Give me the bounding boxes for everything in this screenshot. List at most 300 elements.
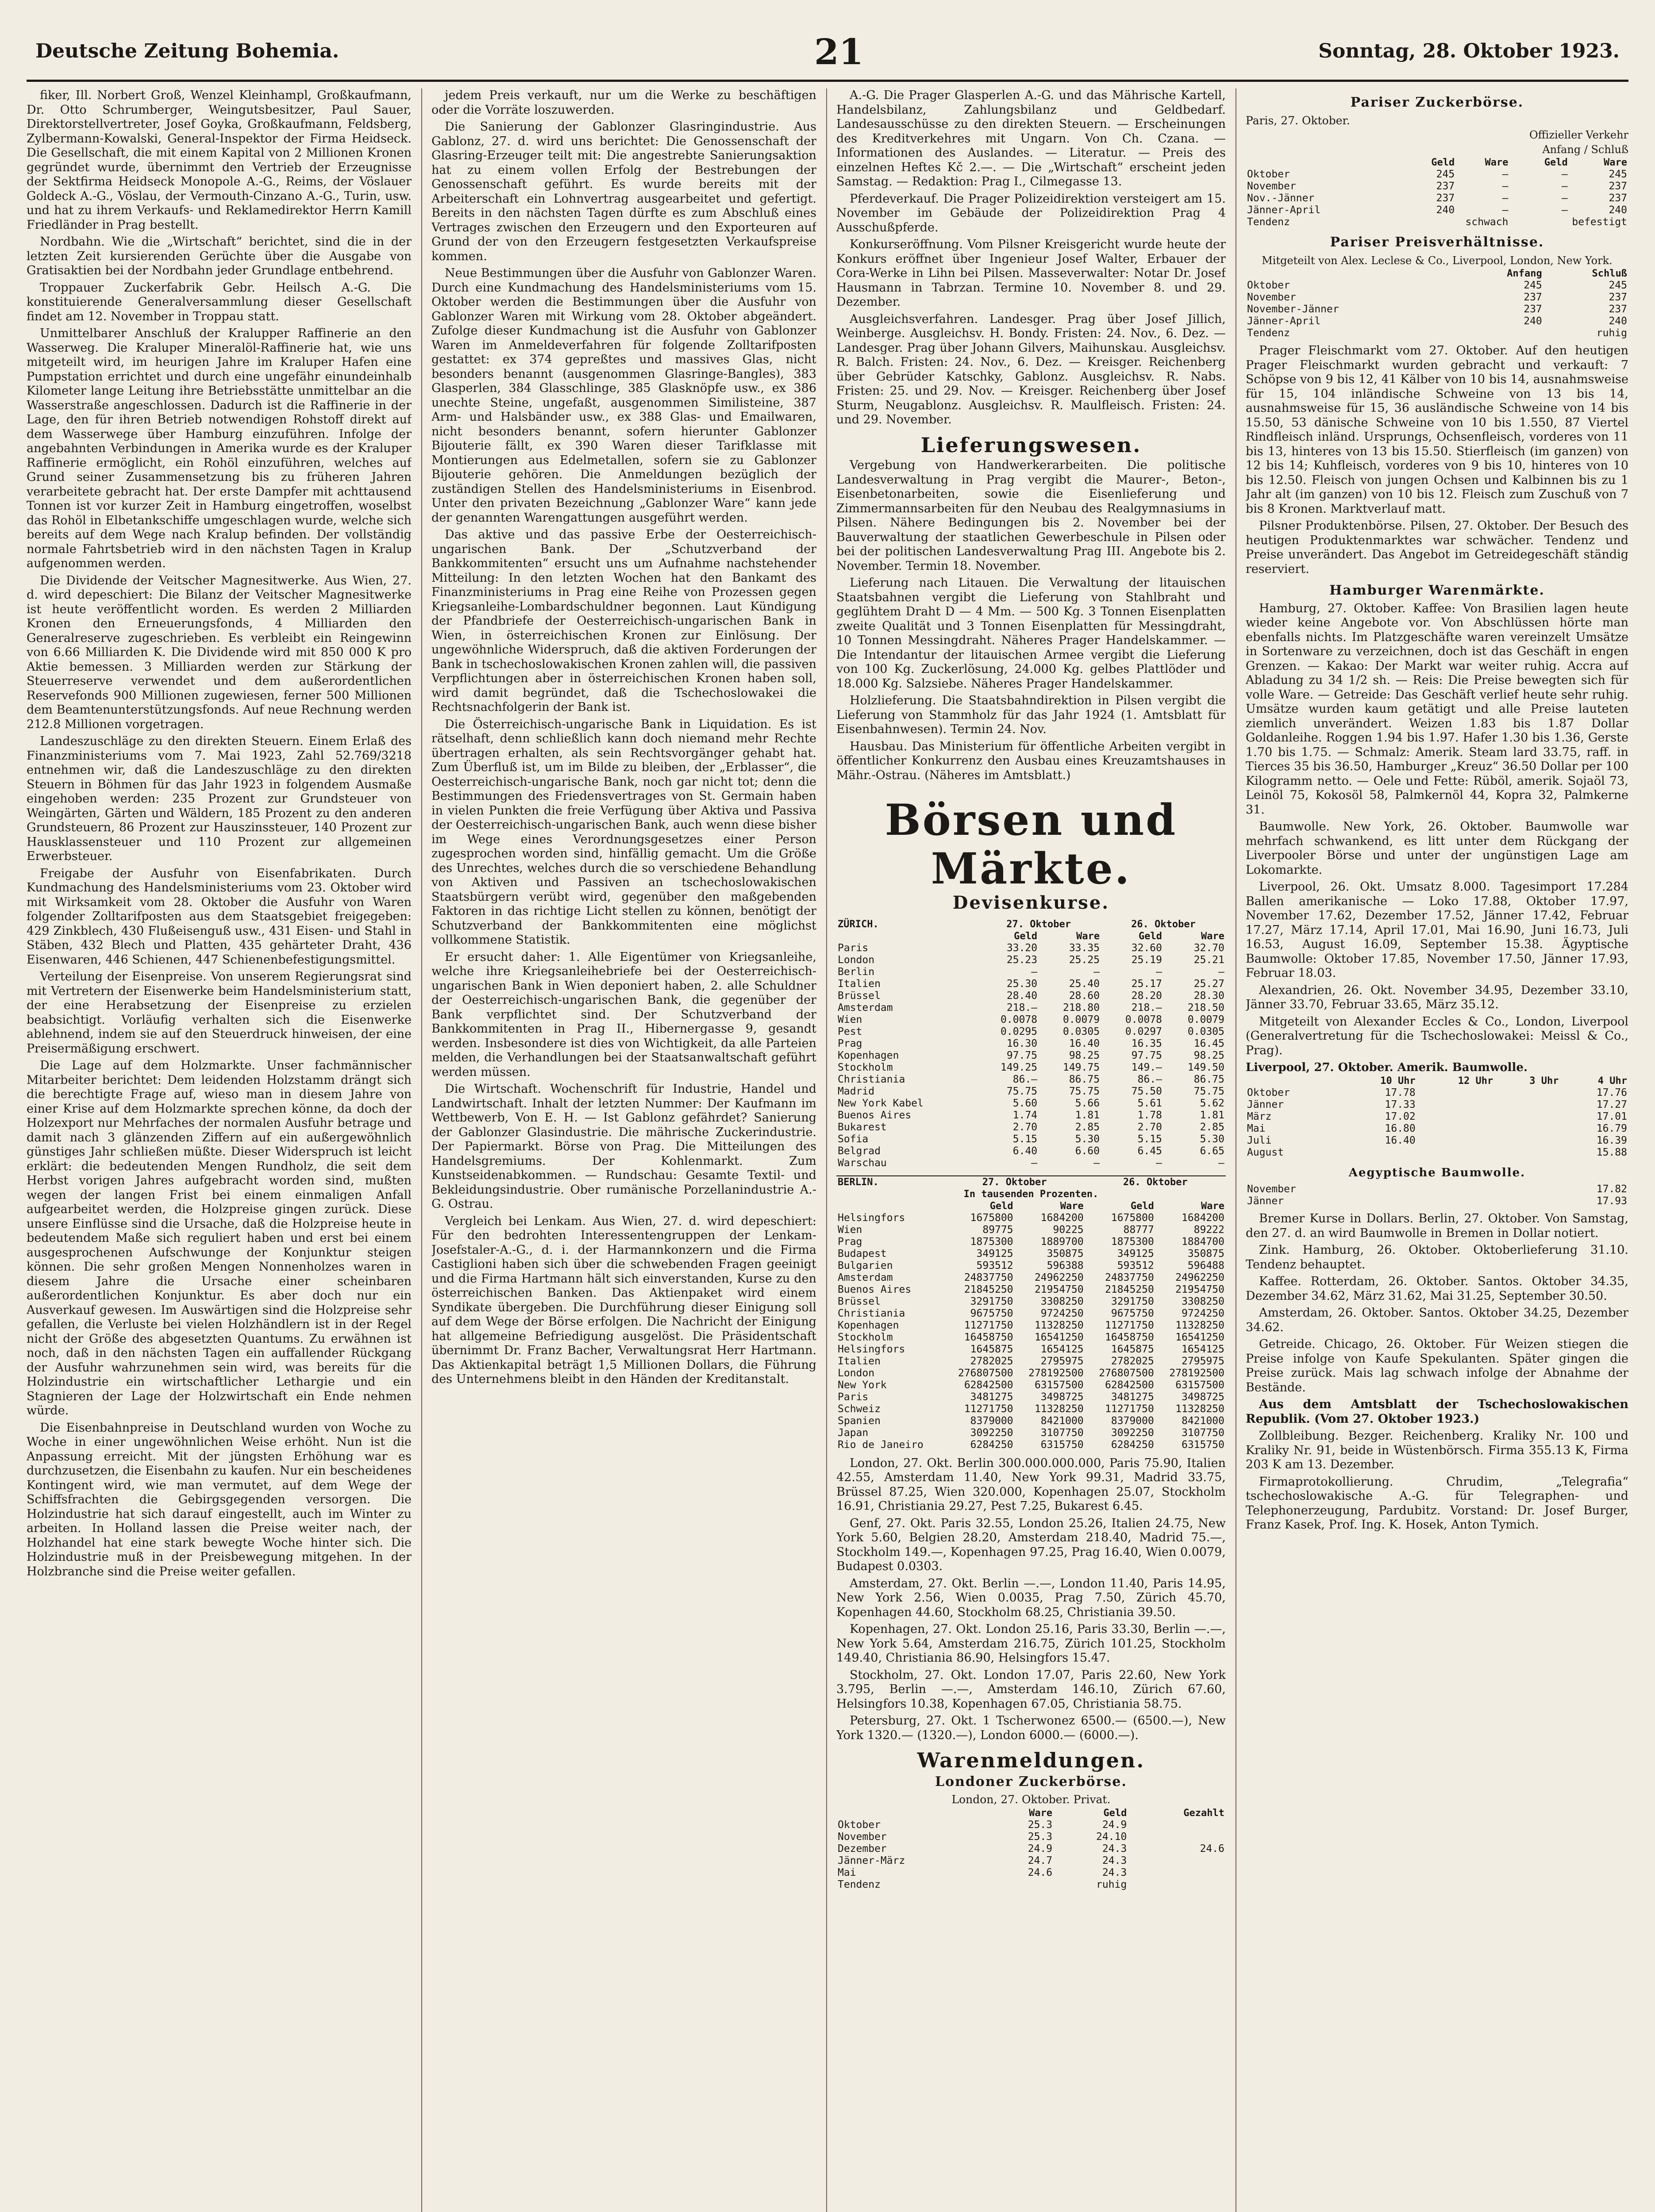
liverpool-body <box>1246 1087 1628 1159</box>
table-cell: 240 <box>1609 204 1627 216</box>
london-zucker-body <box>836 1819 1226 1879</box>
table-row <box>836 1002 1226 1014</box>
article-paragraph: Hausbau. Das Ministerium für öffentliche Arbeiten vergibt in öffentlicher Konkurrenz den Ausbau eines Kreuzamtshauses in Mähr.-Ostrau. (Näheres im Amtsblatt.) <box>836 739 1226 782</box>
table-cell: 237 <box>1524 292 1542 303</box>
table-cell: 593512 <box>1117 1260 1154 1271</box>
table-cell: 5.61 <box>1137 1097 1162 1109</box>
table-row <box>836 1308 1226 1320</box>
pariser-header: Offizieller Verkehr <box>1529 129 1628 141</box>
table-cell: 8379000 <box>1111 1415 1154 1427</box>
pariser-table <box>1246 157 1628 228</box>
row-label: März <box>1247 1110 1272 1122</box>
column-header: 10 Uhr <box>1380 1075 1416 1087</box>
article-paragraph: Troppauer Zuckerfabrik Gebr. Heilsch A.-G. Die konstituierende Generalversammlung dieser Gesellschaft findet am 12. November in Troppau statt. <box>27 280 412 323</box>
table-cell: — <box>1502 192 1509 204</box>
row-label: Rio de Janeiro <box>838 1439 924 1451</box>
table-cell: 1675800 <box>970 1212 1013 1224</box>
table-row <box>836 1843 1226 1855</box>
row-label: Wien <box>838 1224 862 1236</box>
table-cell: 218.80 <box>1062 1002 1100 1014</box>
table-cell: 1654125 <box>1040 1343 1084 1355</box>
table-cell: 276807500 <box>958 1367 1013 1379</box>
table-cell: 16.30 <box>1006 1037 1038 1049</box>
table-cell: 16541250 <box>1175 1331 1224 1343</box>
table-cell: 6284250 <box>970 1439 1013 1451</box>
table-note: In tausenden Prozenten. <box>963 1188 1099 1200</box>
table-cell: — <box>1561 204 1568 216</box>
table-cell: 2782025 <box>1111 1355 1154 1367</box>
table-cell: 0.0305 <box>1187 1025 1224 1037</box>
table-cell: 6.60 <box>1075 1145 1100 1157</box>
table-cell: 237 <box>1436 192 1455 204</box>
table-row <box>836 1050 1226 1062</box>
article-paragraph: Die Österreichisch-ungarische Bank in Liquidation. Es ist rätselhaft, denn schließlich kann doch niemand mehr Rechte übertragen erhalten, als sein Rechtsvorgänger gehabt hat. Zum Überfluß ist, um im Bilde zu bleiben, der „Erblasser“, die Oesterreichisch-ungarische Bank, noch gar nicht tot; denn die Bestimmungen des Friedensvertrages von St. Germain haben in vielen Punkten die freie Verfügung über Aktiva und Passiva der Oesterreichisch-ungarischen Bank, auch wenn diese bisher im Wege eines Verordnungsgesetzes einer Person zugesprochen worden sind, hinfällig gemacht. Um die Größe des Unrechtes, welches durch die so verschiedene Behandlung von Aktiven und Passiven an tschechoslowakischen Staatsbürgern verübt wird, gegenüber den maßgebenden Faktoren in das richtige Licht stellen zu können, benötigt der Schutzverband der Bankkommitenten eine möglichst vollkommene Statistik. <box>431 717 816 947</box>
article-paragraph: Die Lage auf dem Holzmarkte. Unser fachmännischer Mitarbeiter berichtet: Dem leidenden Holzstamm drängt sich die berechtigte Frage auf, wieso man in diesem Jahre von einer Krise auf dem Holzmarkte sprechen könne, da doch der Holzexport nur Mehrfaches der normalen Ausfuhr betrage und damit nach 3 glänzenden Ziffern auf ein außergewöhnlich günstiges Jahr schließen müßte. Dieser Widerspruch ist leicht erklärt: die bedeutenden Mengen Rundholz, die seit dem Herbst vorigen Jahres aufgebracht worden sind, mußten wegen der langen Frist bei einem einmaligen Anfall aufgearbeitet werden, die Holzpreise gingen zurück. Diese unsere Einflüsse sind die Ursache, daß die Holzpreise heute in bedeutendem Maße sich reguliert haben und erst bei einem ausgesprochenen Aufschwunge der Konjunktur steigen können. Die sehr großen Mengen Nonnenholzes waren in diesem Jahre die Ursache einer scheinbaren außerordentlichen Konjunktur. Es aber doch nur ein Ausverkauf gewesen. Im Auswärtigen sind die Holzpreise sehr gefallen, die Verluste bei vielen Holzhändlern ist in der Regel nicht der Größe des abgesetzten Quantums. Zu erwähnen ist noch, daß in den nächsten Tagen ein auffallender Rückgang der Ausfuhr wahrzunehmen sein wird, was bereits für die Holzindustrie ein wirtschaftlicher Lethargie und ein Stagnieren der Lage der Holzwirtschaft ein Ende nehmen würde. <box>27 1059 412 1417</box>
pariser-preis-title: Pariser Preisverhältnisse. <box>1330 234 1544 250</box>
newspaper-page <box>27 27 1628 2212</box>
table-cell: 8421000 <box>1040 1415 1084 1427</box>
table-cell: 2.70 <box>1012 1121 1038 1133</box>
row-label: Prag <box>838 1037 862 1049</box>
row-label: Buenos Aires <box>838 1109 912 1121</box>
table-cell: 3092250 <box>1111 1427 1154 1439</box>
article-paragraph: Unmittelbarer Anschluß der Kralupper Raffinerie an den Wasserweg. Die Kraluper Mineralöl-Raffinerie hat, wie uns mitgeteilt wird, im heurigen Jahre im Kraluper Hafen eine Pumpstation errichtet und durch eine ungefähr einundeinhalb Kilometer lange Leitung ihre Betriebsstätte unmittelbar an die Wasserstraße angeschlossen. Dadurch ist die Raffinerie in der Lage, den für ihren Betrieb notwendigen Rohstoff direkt auf dem Wasserwege über Hamburg einzuführen. Infolge der angebahnten Verbindungen in Amerika wurde es der Kraluper Raffinerie ermöglicht, ein Rohöl einzuführen, welches auf Grund seiner Zusammensetzung bis zu früheren Jahren verarbeitete gebracht hat. Der erste Dampfer mit achttausend Tonnen ist vor kurzer Zeit in Hamburg eingetroffen, woselbst das Rohöl in Elbetankschiffe umgeschlagen wurde, welche sich bereits auf dem Wege nach Kralup befinden. Der vollständig normale Fahrtsbetrieb wird in den nächsten Tagen in Kralup aufgenommen werden. <box>27 326 412 570</box>
column-2 <box>431 88 816 2212</box>
column-rule <box>421 88 422 2212</box>
table-cell: — <box>1031 966 1038 978</box>
table-row <box>836 1098 1226 1110</box>
table-cell: 5.15 <box>1012 1133 1038 1145</box>
table-cell: 25.3 <box>1028 1819 1053 1831</box>
table-cell: 5.62 <box>1200 1097 1224 1109</box>
table-row <box>1246 1147 1628 1159</box>
table-cell: 149.75 <box>1062 1061 1100 1073</box>
row-label: Oktober <box>1247 280 1290 291</box>
table-cell: 2.85 <box>1075 1121 1100 1133</box>
table-row <box>1246 280 1628 292</box>
table-cell <box>1128 1855 1226 1867</box>
table-row <box>836 1014 1226 1026</box>
article-paragraph: Alexandrien, 26. Okt. November 34.95, Dezember 33.10, Jänner 33.70, Februar 33.65, März 35.12. <box>1246 983 1628 1011</box>
tendency-value: ruhig <box>1596 327 1627 339</box>
table-cell: 86.75 <box>1069 1073 1100 1085</box>
table-cell: 24.3 <box>1102 1866 1127 1878</box>
table-cell: 28.30 <box>1193 990 1224 1002</box>
article-paragraph: Er ersucht daher: 1. Alle Eigentümer von Kriegsanleihe, welche ihre Kriegsanleihebriefe bei der Oesterreichisch-ungarischen Bank in Wien deponiert haben, 2. alle Schuldner der Oesterreichisch-ungarischen Bank, die gegenüber der Bank verpflichtet sind. Der Schutzverband der Bankkommitenten in Prag II., Hibernergasse 9, gesandt werden. Insbesondere ist dies von Wichtigkeit, da alle Parteien melden, die Verhandlungen bei der Staatsanwaltschaft geführt werden müssen. <box>431 950 816 1079</box>
column-header: Ware <box>1060 1200 1084 1212</box>
table-cell: 17.82 <box>1596 1183 1627 1195</box>
table-cell: 86.75 <box>1193 1073 1224 1085</box>
table-cell: 218.50 <box>1187 1002 1224 1014</box>
table-cell: 0.0078 <box>1125 1014 1162 1025</box>
table-cell: 75.75 <box>1006 1085 1038 1097</box>
table-cell: 21845250 <box>1105 1283 1154 1295</box>
table-row <box>836 942 1226 954</box>
table-cell: 0.0305 <box>1062 1025 1100 1037</box>
row-label: Belgrad <box>838 1145 881 1157</box>
table-cell: 245 <box>1609 280 1627 291</box>
table-cell: 350875 <box>1187 1248 1224 1260</box>
table-cell: 32.60 <box>1131 942 1162 954</box>
row-label: Brüssel <box>838 990 881 1002</box>
table-row <box>836 1026 1226 1038</box>
table-cell: 28.20 <box>1131 990 1162 1002</box>
table-cell <box>1494 1147 1560 1159</box>
table-cell <box>1494 1111 1560 1123</box>
table-cell: — <box>1561 180 1568 192</box>
column-header: Ware <box>1201 1200 1224 1212</box>
zurich-table <box>836 918 1226 1169</box>
pariser-header: Anfang / Schluß <box>1542 143 1628 156</box>
row-label: Juli <box>1247 1134 1272 1146</box>
table-cell: 88777 <box>1123 1224 1154 1236</box>
tendency-label: Tendenz <box>1247 327 1290 339</box>
table-cell: 9724250 <box>1182 1307 1224 1319</box>
table-row <box>836 1038 1226 1050</box>
table-row <box>836 1296 1226 1308</box>
row-label: Amsterdam <box>838 1002 893 1014</box>
market-paragraph: Stockholm, 27. Okt. London 17.07, Paris 22.60, New York 3.795, Berlin —.—, Amsterdam 146.10, Zürich 67.60, Helsingfors 10.38, Kopenhagen 67.05, Christiania 58.75. <box>836 1668 1226 1711</box>
table-cell: — <box>1561 169 1568 180</box>
row-label: Oktober <box>1247 169 1290 180</box>
london-zucker-title: Londoner Zuckerbörse. <box>935 1774 1127 1790</box>
article-paragraph: Die Eisenbahnpreise in Deutschland wurden von Woche zu Woche in einer ungewöhnlichen Weise erhöht. Nun ist die Anpassung erreicht. Mit der jüngsten Erhöhung war es durchzusetzen, die Eisenbahn zu kaufen. Nur ein bescheidenes Kontingent wird, wie man vermutet, auf dem Wege der Schiffsfrachten die Gebirgsgegenden versorgen. Die Holzindustrie hat sich darauf eingestellt, auch im Winter zu arbeiten. In Holland lassen die Preise weiter nach, der Holzhandel hat eine stark bewegte Woche hinter sich. Die Holzindustrie muß in der Preisbewegung mitgehen. In der Holzbranche sind die Preise weiter gefallen. <box>27 1421 412 1578</box>
table-cell: 25.19 <box>1131 954 1162 966</box>
article-paragraph: Liverpool, 26. Okt. Umsatz 8.000. Tagesimport 17.284 Ballen amerikanische — Loko 17.88, Oktober 17.97, November 17.62, Dezember 17.52, Jänner 17.42, Februar 17.27, März 17.14, April 17.01, Mai 16.90, Juni 16.73, Juli 16.53, August 16.09, September 15.38. Ägyptische Baumwolle: Oktober 17.85, November 17.50, Jänner 17.93, Februar 18.03. <box>1246 880 1628 980</box>
table-cell: 24.9 <box>1102 1819 1127 1831</box>
row-label: Jänner-April <box>1247 315 1321 327</box>
table-cell <box>1480 1195 1491 1207</box>
table-cell <box>1470 1195 1481 1207</box>
article-paragraph: Konkurseröffnung. Vom Pilsner Kreisgericht wurde heute der Konkurs eröffnet über Ingenieur Josef Walter, Erbauer der Cora-Werke in Lihn bei Pilsen. Masseverwalter: Notar Dr. Josef Hausmann in Tabrzan. Termine 10. November 8. und 29. Dezember. <box>836 238 1226 309</box>
table-row <box>836 1236 1226 1248</box>
row-label: August <box>1247 1146 1284 1158</box>
article-paragraph: Bremer Kurse in Dollars. Berlin, 27. Oktober. Von Samstag, den 27. d. an wird Baumwolle in Bremen in Dollar notiert. <box>1246 1212 1628 1240</box>
row-label: November <box>1247 292 1296 303</box>
table-cell <box>1494 1087 1560 1099</box>
row-label: Jänner <box>1247 1195 1284 1207</box>
table-cell: 11271750 <box>1105 1403 1154 1415</box>
table-cell: 149.50 <box>1187 1061 1224 1073</box>
row-label: Pest <box>838 1025 862 1037</box>
table-row <box>836 1074 1226 1086</box>
table-cell: 62842500 <box>1105 1379 1154 1391</box>
table-cell: 25.17 <box>1131 978 1162 990</box>
table-cell: 5.66 <box>1075 1097 1100 1109</box>
table-row <box>836 1284 1226 1296</box>
table-cell: 6315750 <box>1182 1439 1224 1451</box>
article-paragraph: Lieferung nach Litauen. Die Verwaltung der litauischen Staatsbahnen vergibt die Lieferung von Stahlbraht und geglühtem Draht D — 4 Mm. — 500 Kg. 3 Tonnen Eisenplatten zweite Qualität und 3 Tonnen Eisenplatten für Messingdraht, 10 Tonnen Messingdraht. Näheres Prager Handelskammer. — Die Intendantur der litauischen Armee vergibt die Lieferung von 100 Kg. Zuckerlösung, 24.000 Kg. gelbes Plattlöder und 18.000 Kg. Salzsiebe. Näheres Prager Handelskammer. <box>836 576 1226 691</box>
table-date: 26. Oktober <box>1123 1176 1188 1188</box>
column-header: Geld <box>1139 930 1162 942</box>
table-cell: 15.88 <box>1596 1146 1627 1158</box>
table-cell: 3481275 <box>970 1391 1013 1403</box>
agypt-body <box>1246 1183 1628 1207</box>
table-row <box>836 966 1226 978</box>
table-row <box>1246 180 1628 192</box>
table-cell: 89222 <box>1193 1224 1224 1236</box>
row-label: Dezember <box>838 1843 887 1855</box>
table-cell: 63157500 <box>1175 1379 1224 1391</box>
pariser-preis-body <box>1246 280 1628 327</box>
table-row <box>836 1224 1226 1236</box>
table-cell: 1875300 <box>970 1236 1013 1248</box>
table-cell: 1875300 <box>1111 1236 1154 1248</box>
pariser-preis-subtitle: Mitgeteilt von Alex. Leclese & Co., Liverpool, London, New York. <box>1262 254 1613 267</box>
table-cell: 1889700 <box>1040 1236 1084 1248</box>
row-label: Mai <box>838 1866 856 1878</box>
table-row <box>1246 192 1628 204</box>
table-row <box>836 1062 1226 1074</box>
article-paragraph: fiker, Ill. Norbert Groß, Wenzel Kleinhampl, Großkaufmann, Dr. Otto Schrumberger, Weingutsbesitzer, Paul Sauer, Direktorstellvertreter, Josef Goyka, Großkaufmann, Feldsberg, Zylbermann-Kowalski, General-Inspektor der Firma Heidseck. Die Gesellschaft, die mit einem Kapital von 2 Millionen Kronen gegründet wurde, übernimmt den Vertrieb der Erzeugnisse der Sektfirma Heidseck Monopole A.-G., Reims, der Vöslauer Goldeck A.-G., Vöslau, der Vermouth-Cinzano A.-G., Turin, usw. und hat zu ihrem Verkaufs- und Reklamedirektor Herrn Kamill Friedländer in Prag bestellt. <box>27 88 412 232</box>
column-rule <box>1235 88 1236 2212</box>
table-cell: 17.76 <box>1596 1087 1627 1098</box>
table-cell <box>1459 1183 1470 1195</box>
table-cell: 1.81 <box>1075 1109 1100 1121</box>
table-cell: 16.40 <box>1069 1037 1100 1049</box>
table-cell: — <box>1156 966 1162 978</box>
row-label: Helsingfors <box>838 1212 905 1224</box>
table-row <box>836 1145 1226 1157</box>
row-label: Kopenhagen <box>838 1319 899 1331</box>
table-cell: 3308250 <box>1182 1295 1224 1307</box>
table-cell: 25.23 <box>1006 954 1038 966</box>
table-cell <box>1470 1183 1481 1195</box>
table-cell: — <box>1093 966 1100 978</box>
table-cell: 240 <box>1524 315 1542 327</box>
row-label: November <box>1247 1183 1296 1195</box>
row-label: Budapest <box>838 1248 887 1260</box>
column-header: Geld <box>1431 157 1455 168</box>
table-row <box>836 1344 1226 1356</box>
table-cell: — <box>1561 192 1568 204</box>
table-row <box>1246 1111 1628 1123</box>
table-cell <box>1494 1123 1560 1135</box>
row-label: Spanien <box>838 1415 881 1427</box>
table-cell: 97.75 <box>1131 1049 1162 1061</box>
table-cell: 6315750 <box>1040 1439 1084 1451</box>
row-label: London <box>838 1367 875 1379</box>
row-label: Bukarest <box>838 1121 887 1133</box>
row-label: Bulgarien <box>838 1260 893 1271</box>
table-row <box>1246 1099 1628 1111</box>
table-cell: 11328250 <box>1034 1319 1084 1331</box>
row-label: Stockholm <box>838 1331 893 1343</box>
table-cell: 6.40 <box>1012 1145 1038 1157</box>
tendency-label: Tendenz <box>838 1878 881 1890</box>
table-cell: 24962250 <box>1034 1271 1084 1283</box>
table-cell: 9724250 <box>1040 1307 1084 1319</box>
table-cell: 62842500 <box>964 1379 1013 1391</box>
article-paragraph: Getreide. Chicago, 26. Oktober. Für Weizen stiegen die Preise infolge von Kaufe Spekulanten. Später gingen die Preise zurück. Mais lag schwach infolge der Abnahme der Bestände. <box>1246 1337 1628 1394</box>
row-label: Paris <box>838 1391 869 1403</box>
table-cell: 596488 <box>1187 1260 1224 1271</box>
table-cell: 237 <box>1609 292 1627 303</box>
table-cell <box>1417 1147 1494 1159</box>
article-paragraph: Pilsner Produktenbörse. Pilsen, 27. Oktober. Der Besuch des heutigen Produktenmarktes war schwächer. Tendenz und Preise unverändert. Das Angebot im Getreidegeschäft ständig reserviert. <box>1246 519 1628 576</box>
market-paragraph: London, 27. Okt. Berlin 300.000.000.000, Paris 75.90, Italien 42.55, Amsterdam 11.40, New York 99.31, Madrid 33.75, Brüssel 87.25, Wien 320.000, Kopenhagen 25.07, Stockholm 16.91, Christiania 29.27, Pest 7.25, Bukarest 6.45. <box>836 1456 1226 1513</box>
table-city: BERLIN. <box>838 1176 879 1188</box>
row-label: Brüssel <box>838 1295 881 1307</box>
paper-name: Deutsche Zeitung Bohemia. <box>35 40 339 62</box>
table-cell: — <box>1502 180 1509 192</box>
article-paragraph: A.-G. Die Prager Glasperlen A.-G. und das Mährische Kartell, Handelsbilanz, Zahlungsbilanz und Geldbedarf. Landesausschüsse zu den direkten Steuern. — Erscheinungen des Kreditverkehres mit Ungarn. Von Ch. Czana. — Informationen des Auslandes. — Literatur. — Preis des einzelnen Heftes Kč 2.—. — Die „Wirtschaft“ erscheint jeden Samstag. — Redaktion: Prag I., Cilmegasse 13. <box>836 88 1226 188</box>
table-cell: 240 <box>1436 204 1455 216</box>
table-cell: 1675800 <box>1111 1212 1154 1224</box>
table-cell: 21845250 <box>964 1283 1013 1295</box>
article-paragraph: Vergleich bei Lenkam. Aus Wien, 27. d. wird depeschiert: Für den bedrohten Interessentengruppen der Lenkam-Josefstaler-A.-G., d. i. der Harmannkonzern und die Firma Castiglioni haben sich über die schwebenden Fragen geeinigt und die Firma Hartmann hält sich einverstanden, Kurse zu den österreichischen Banken. Das Aktienpaket wird einem Syndikate übergeben. Die Durchführung dieser Einigung soll auf dem Wege der Börse erfolgen. Die Nachricht der Einigung hat allgemeine Befriedigung ausgelöst. Die Präsidentschaft übernimmt Dr. Franz Bacher, Verwaltungsrat Herr Hartmann. Das Aktienkapital beträgt 1,5 Millionen Dollars, die Führung des Unternehmens bleibt in den Händen der Kreditanstalt. <box>431 1214 816 1386</box>
table-cell: 90225 <box>1053 1224 1084 1236</box>
column-header: Geld <box>989 1200 1013 1212</box>
table-cell: — <box>1031 1157 1038 1169</box>
table-cell: 24962250 <box>1175 1271 1224 1283</box>
table-row <box>1246 1087 1628 1099</box>
table-cell: — <box>1218 966 1224 978</box>
table-cell: 8421000 <box>1182 1415 1224 1427</box>
table-cell <box>1417 1087 1494 1099</box>
table-cell <box>1480 1183 1491 1195</box>
table-cell <box>1417 1135 1494 1147</box>
table-cell: 1.81 <box>1200 1109 1224 1121</box>
table-row <box>836 1831 1226 1843</box>
table-cell: 9675750 <box>970 1307 1013 1319</box>
article-paragraph: Kaffee. Rotterdam, 26. Oktober. Santos. Oktober 34.35, Dezember 34.62, März 31.62, Mai 31.25, September 30.50. <box>1246 1275 1628 1303</box>
article-paragraph: Die Dividende der Veitscher Magnesitwerke. Aus Wien, 27. d. wird depeschiert: Die Bilanz der Veitscher Magnesitwerke ist heute veröffentlicht worden. Es werden 2 Milliarden Kronen den Erneuerungsfonds, 4 Milliarden den Generalreserve zugeschrieben. Es verbleibt ein Reingewinn von 6.66 Milliarden K. Die Dividende wird mit 850 000 K pro Aktie bemessen. 3 Milliarden werden zur Stärkung der Steuerreserve verwendet und dem außerordentlichen Reservefonds 900 Millionen zugewiesen, ferner 500 Millionen dem Beamtenunterstützungsfonds. Auf neue Rechnung werden 212.8 Millionen vorgetragen. <box>27 573 412 731</box>
row-label: Jänner <box>1247 1098 1284 1110</box>
table-cell: 24.3 <box>1102 1843 1127 1855</box>
table-cell: — <box>1093 1157 1100 1169</box>
article-paragraph: Die Wirtschaft. Wochenschrift für Industrie, Handel und Landwirtschaft. Inhalt der letzten Nummer: Der Kaufmann im Wettbewerb, Von E. H. — Ist Gablonz gefährdet? Sanierung der Gablonzer Glasindustrie. Die mährische Zuckerindustrie. Der Papiermarkt. Börse von Prag. Die Mitteilungen des Handelsgremiums. Der Kohlenmarkt. Zum Kunstseidenabkommen. — Rundschau: Gesamte Textil- und Bekleidungsindustrie. Ober rumänische Porzellanindustrie A.-G. Ostrau. <box>431 1082 816 1211</box>
table-row <box>1246 1195 1628 1207</box>
section-title-boersen: Börsen und Märkte. <box>885 795 1178 894</box>
table-row <box>836 1260 1226 1272</box>
table-row <box>1246 1135 1628 1147</box>
article-paragraph: Holzlieferung. Die Staatsbahndirektion in Pilsen vergibt die Lieferung von Stammholz für das Jahr 1924 (1. Amtsblatt für Eisenbahnwesen). Termin 24. Nov. <box>836 694 1226 736</box>
table-cell: 75.50 <box>1131 1085 1162 1097</box>
row-label: Oktober <box>838 1819 881 1831</box>
row-label: Oktober <box>1247 1087 1290 1098</box>
pariser-subtitle: Paris, 27. Oktober. <box>1246 114 1350 127</box>
table-cell: 240 <box>1609 315 1627 327</box>
column-header: Ware <box>1201 930 1224 942</box>
table-cell: 97.75 <box>1006 1049 1038 1061</box>
pariser-zucker-title: Pariser Zuckerbörse. <box>1350 95 1524 110</box>
column-header: Gezahlt <box>1183 1807 1224 1819</box>
row-label: Japan <box>838 1427 869 1439</box>
table-cell: 17.78 <box>1385 1087 1416 1098</box>
table-cell: 5.30 <box>1200 1133 1224 1145</box>
article-paragraph: Mitgeteilt von Alexander Eccles & Co., London, Liverpool (Generalvertretung für die Tschechoslowakei: Meissl & Co., Prag). <box>1246 1014 1628 1057</box>
table-cell: 16.79 <box>1596 1122 1627 1134</box>
column-header: Geld <box>1014 930 1038 942</box>
row-label: London <box>838 954 875 966</box>
article-paragraph: Vergebung von Handwerkerarbeiten. Die politische Landesverwaltung in Prag vergibt die Maurer-, Beton-, Eisenbetonarbeiten, sowie die Eisenlieferung und Zimmermannsarbeiten für den Neubau des Realgymnasiums in Pilsen. Nähere Bedingungen bis 2. November bei der Bauverwaltung der staatlichen Gewerbeschule in Pilsen oder bei der politischen Landesverwaltung Prag III. Angebote bis 2. November. Termin 18. November. <box>836 458 1226 573</box>
table-cell: 1684200 <box>1182 1212 1224 1224</box>
row-label: New York Kabel <box>838 1097 924 1109</box>
article-paragraph: Pferdeverkauf. Die Prager Polizeidirektion versteigert am 15. November im Gebäude der Polizeidirektion Prag 4 Ausschußpferde. <box>836 192 1226 234</box>
table-cell: 24.6 <box>1200 1843 1224 1855</box>
table-cell: 1884700 <box>1182 1236 1224 1248</box>
article-paragraph: Ausgleichsverfahren. Landesger. Prag über Josef Jillich, Weinberge. Ausgleichsv. H. Bondy. Fristen: 24. Nov., 6. Dez. — Landesger. Prag über Johann Gilvers, Maihunskau. Ausgleichsv. R. Balch. Fristen: 24. Nov., 6. Dez. — Kreisger. Reichenberg über Gebrüder Katschky, Gablonz. Ausgleichsv. R. Nabs. Fristen: 25. und 29. Nov. — Kreisger. Reichenberg über Josef Sturm, Neugablonz. Ausgleichsv. R. Maulfleisch. Fristen: 24. und 29. November. <box>836 312 1226 426</box>
column-header: Geld <box>1103 1807 1127 1819</box>
agypt-title: Aegyptische Baumwolle. <box>1348 1166 1526 1179</box>
article-paragraph: Zollbleibung. Bezger. Reichenberg. Kraliky Nr. 100 und Kraliky Nr. 91, beide in Wüstenbörsch. Firma 355.13 K, Firma 203 K am 13. Dezember. <box>1246 1429 1628 1471</box>
table-row <box>836 1439 1226 1451</box>
column-header: 3 Uhr <box>1529 1075 1559 1087</box>
article-paragraph: Firmaprotokollierung. Chrudim, „Telegrafia“ tschechoslowakische A.-G. für Telegraphen- und Telephonerzeugung, Pardubitz. Vorstand: Dr. Josef Burger, Franz Kasek, Prof. Ing. K. Hosek, Anton Tymich. <box>1246 1475 1628 1532</box>
table-cell: 16541250 <box>1034 1331 1084 1343</box>
table-cell: 3291750 <box>1111 1295 1154 1307</box>
table-cell <box>1417 1111 1494 1123</box>
table-cell <box>1417 1123 1494 1135</box>
table-row <box>836 1356 1226 1367</box>
table-row <box>1246 292 1628 303</box>
table-row <box>1246 315 1628 327</box>
market-paragraph: Amsterdam, 27. Okt. Berlin —.—, London 11.40, Paris 14.95, New York 2.56, Wien 0.0035, Prag 7.50, Zürich 45.70, Kopenhagen 44.60, Stockholm 68.25, Christiania 39.50. <box>836 1576 1226 1619</box>
market-paragraph: Genf, 27. Okt. Paris 32.55, London 25.26, Italien 24.75, New York 5.60, Belgien 28.20, Amsterdam 218.40, Madrid 75.—, Stockholm 149.—, Kopenhagen 97.25, Prag 16.40, Wien 0.0079, Budapest 0.0303. <box>836 1516 1226 1573</box>
row-label: Mai <box>1247 1122 1266 1134</box>
page-number: 21 <box>814 31 864 73</box>
table-cell: 11271750 <box>1105 1319 1154 1331</box>
table-cell: 1.74 <box>1012 1109 1038 1121</box>
table-date: 27. Oktober <box>982 1176 1047 1188</box>
table-cell: 32.70 <box>1193 942 1224 954</box>
table-cell: 276807500 <box>1099 1367 1154 1379</box>
row-label: Christiania <box>838 1307 905 1319</box>
table-row <box>836 1248 1226 1260</box>
row-label: Amsterdam <box>838 1271 893 1283</box>
table-cell: 149.— <box>1131 1061 1162 1073</box>
table-cell: 24.7 <box>1028 1855 1053 1866</box>
table-cell: 17.93 <box>1596 1195 1627 1207</box>
table-cell: 0.0079 <box>1062 1014 1100 1025</box>
table-row <box>836 1133 1226 1145</box>
other-markets <box>836 1456 1226 1743</box>
table-row <box>836 1086 1226 1098</box>
row-label: Berlin <box>838 966 875 978</box>
table-cell: 6284250 <box>1111 1439 1154 1451</box>
table-cell <box>1128 1819 1226 1831</box>
table-cell: 349125 <box>1117 1248 1154 1260</box>
agypt-table <box>1246 1183 1628 1207</box>
article-paragraph: Die Sanierung der Gablonzer Glasringindustrie. Aus Gablonz, 27. d. wird uns berichtet: Die Genossenschaft der Glasring-Erzeuger teilt mit: Die angestrebte Sanierungsaktion hat zu einem vollen Erfolg der Bestrebungen der Genossenschaft geführt. Es wurde bereits mit der Arbeiterschaft ein Lohnvertrag ausgearbeitet und gefertigt. Bereits in den nächsten Tagen dürfte es zum Abschluß eines Vertrages zwischen den Erzeugern und den Exporteuren auf Grund der von den Erzeugern festgesetzten Verkaufspreise kommen. <box>431 120 816 263</box>
table-cell: 11328250 <box>1175 1403 1224 1415</box>
row-label: New York <box>838 1379 887 1391</box>
table-row <box>836 1379 1226 1391</box>
masthead <box>27 27 1628 82</box>
table-cell: 17.33 <box>1385 1098 1416 1110</box>
table-cell: 17.02 <box>1385 1110 1416 1122</box>
table-cell: 1654125 <box>1182 1343 1224 1355</box>
table-cell: 16.45 <box>1193 1037 1224 1049</box>
column-header: Ware <box>1076 930 1100 942</box>
row-label: Madrid <box>838 1085 875 1097</box>
table-cell: 1.78 <box>1137 1109 1162 1121</box>
table-cell: 278192500 <box>1169 1367 1224 1379</box>
table-cell: 25.27 <box>1193 978 1224 990</box>
table-cell <box>1128 1867 1226 1879</box>
table-cell: 89775 <box>982 1224 1013 1236</box>
table-cell: 21954750 <box>1034 1283 1084 1295</box>
column-header: Anfang <box>1507 268 1542 279</box>
table-cell: 5.15 <box>1137 1133 1162 1145</box>
table-cell: 593512 <box>976 1260 1013 1271</box>
column-4 <box>1246 88 1628 2212</box>
table-cell: 2795975 <box>1040 1355 1084 1367</box>
table-cell: 21954750 <box>1175 1283 1224 1295</box>
column-rule <box>826 88 827 2212</box>
section-title-lieferung: Lieferungswesen. <box>920 433 1142 457</box>
